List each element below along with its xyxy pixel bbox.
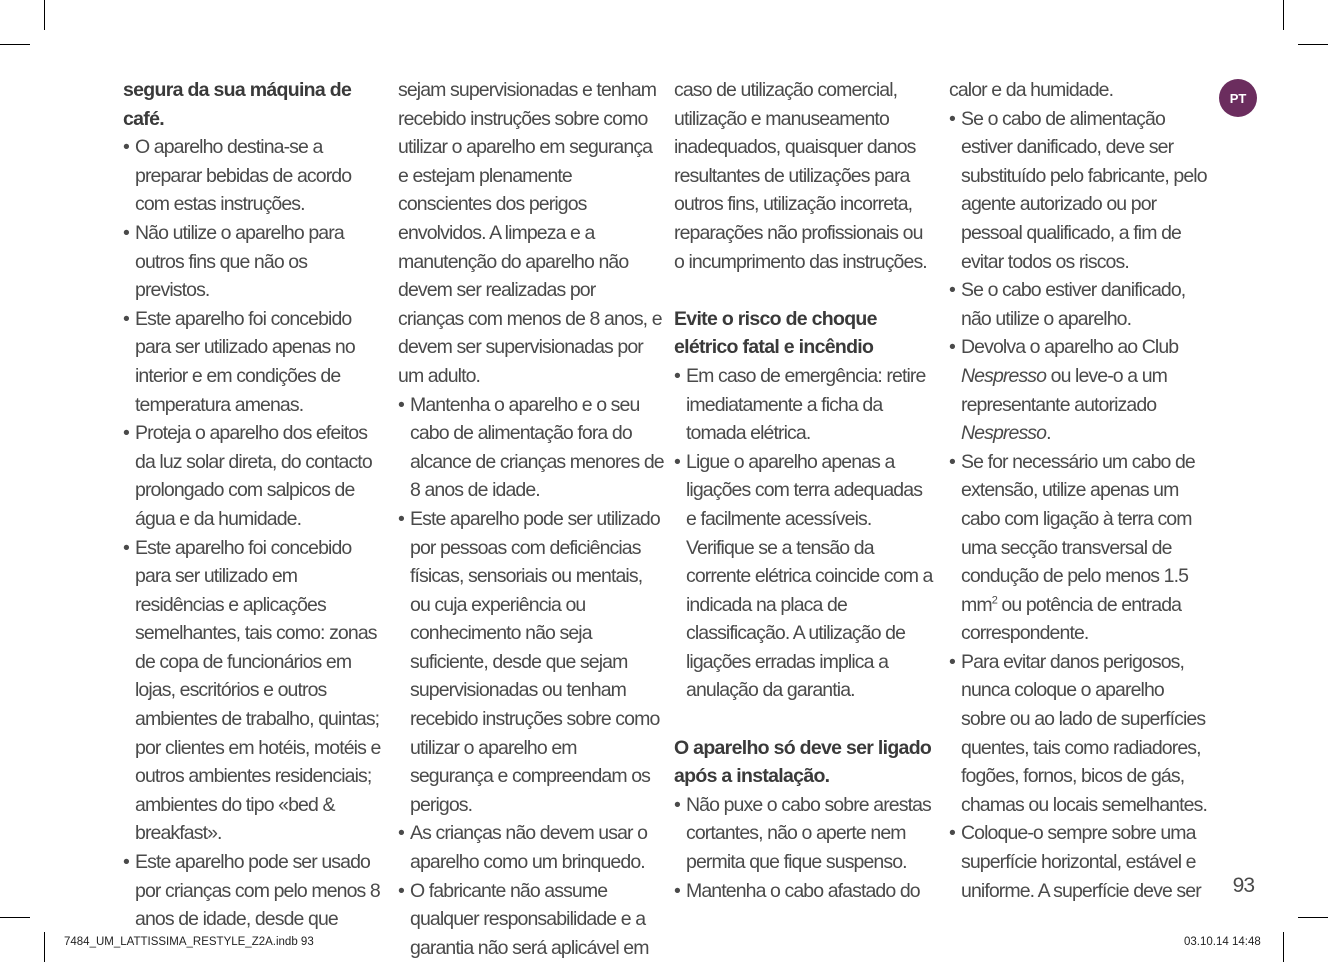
crop-mark	[0, 917, 30, 918]
bullet-item	[949, 333, 1211, 447]
text-fragment: .	[1046, 422, 1051, 445]
text-fragment: Devolva o aparelho ao Club	[961, 336, 1179, 359]
page-number: 93	[1232, 874, 1254, 897]
bullet-item: • Mantenha o cabo afastado do	[674, 877, 936, 906]
crop-mark	[1283, 932, 1284, 962]
bullet-item: • Ligue o aparelho apenas a ligações com terra adequadas e facilmente acessíveis. Verifique se a tensão da corrente elétrica coincide com a indicada na placa de classificação. A utilização de ligações erradas implica a anulação da garantia.	[674, 448, 936, 705]
brand-name: Nespresso	[961, 364, 1047, 387]
text-column-4	[949, 76, 1211, 905]
text-column-1	[123, 76, 385, 934]
text-column-3	[674, 76, 936, 905]
bullet-item: • As crianças não devem usar o aparelho como um brinquedo.	[398, 819, 664, 876]
superscript: 2	[991, 594, 997, 607]
text-fragment: Se for necessário um cabo de extensão, utilize apenas um cabo com ligação à terra com uma secção transversal de condução de pelo menos 1.5 mm	[961, 450, 1195, 616]
crop-mark	[1298, 917, 1328, 918]
bullet-item: • Se o cabo estiver danificado, não utilize o aparelho.	[949, 276, 1211, 333]
language-badge: PT	[1219, 79, 1257, 117]
continued-paragraph: caso de utilização comercial, utilização e manuseamento inadequados, quaisquer danos resultantes de utilizações para outros fins, utilização incorreta, reparações não profissionais ou o incumprimento das instruções.	[674, 79, 927, 273]
section-heading: Evite o risco de choque elétrico fatal e incêndio	[674, 307, 877, 359]
bullet-item: • Não puxe o cabo sobre arestas cortantes, não o aperte nem permita que fique suspenso.	[674, 791, 936, 877]
section-heading: segura da sua máquina de café.	[123, 79, 352, 130]
bullet-item: • Não utilize o aparelho para outros fins que não os previstos.	[123, 219, 385, 305]
bullet-item: • Para evitar danos perigosos, nunca coloque o aparelho sobre ou ao lado de superfícies quentes, tais como radiadores, fogões, fornos, bicos de gás, chamas ou locais semelhantes.	[949, 648, 1211, 820]
bullet-item: • Este aparelho foi concebido para ser utilizado apenas no interior e em condições de temperatura amenas.	[123, 305, 385, 419]
bullet-item: • Em caso de emergência: retire imediatamente a ficha da tomada elétrica.	[674, 362, 936, 448]
bullet-item: • Este aparelho foi concebido para ser utilizado em residências e aplicações semelhantes, tais como: zonas de copa de funcionários em lojas, escritórios e outros ambientes de trabalho, quintas; por clientes em hotéis, motéis e outros ambientes residenciais; ambientes do tipo «bed & breakfast».	[123, 534, 385, 849]
bullet-item: • Este aparelho pode ser utilizado por pessoas com deficiências físicas, sensoriais ou mentais, ou cuja experiência ou conhecimento não seja suficiente, desde que sejam supervisionadas ou tenham recebido instruções sobre como utilizar o aparelho em segurança e compreendam os perigos.	[398, 505, 664, 820]
paragraph-gap	[674, 276, 936, 305]
continued-paragraph: sejam supervisionadas e tenham recebido instruções sobre como utilizar o aparelho em segurança e estejam plenamente conscientes dos perigos envolvidos. A limpeza e a manutenção do aparelho não devem ser realizadas por crianças com menos de 8 anos, e devem ser supervisionadas por um adulto.	[398, 79, 662, 387]
bullet-item: • Se o cabo de alimentação estiver danificado, deve ser substituído pelo fabricante, pelo agente autorizado ou por pessoal qualificado, a fim de evitar todos os riscos.	[949, 105, 1211, 277]
bullet-item: • O aparelho destina-se a preparar bebidas de acordo com estas instruções.	[123, 133, 385, 219]
text-fragment: ou leve-o a um representante autorizado	[961, 364, 1168, 416]
bullet-item: • O fabricante não assume qualquer responsabilidade e a garantia não será aplicável em	[398, 877, 664, 962]
print-slug-file: 7484_UM_LATTISSIMA_RESTYLE_Z2A.indb 93	[64, 936, 314, 948]
section-heading: O aparelho só deve ser ligado após a instalação.	[674, 736, 932, 788]
text-fragment: ou potência de entrada correspondente.	[961, 593, 1182, 645]
crop-mark	[44, 932, 45, 962]
bullet-item	[949, 448, 1211, 648]
crop-mark	[1298, 44, 1328, 45]
brand-name: Nespresso	[961, 422, 1047, 445]
crop-mark	[0, 44, 30, 45]
text-column-2	[398, 76, 664, 962]
bullet-item: • Proteja o aparelho dos efeitos da luz solar direta, do contacto prolongado com salpicos de água e da humidade.	[123, 419, 385, 533]
print-slug-date: 03.10.14 14:48	[1184, 936, 1261, 948]
paragraph-gap	[674, 705, 936, 734]
bullet-item: • Mantenha o aparelho e o seu cabo de alimentação fora do alcance de crianças menores de 8 anos de idade.	[398, 391, 664, 505]
crop-mark	[44, 0, 45, 30]
continued-paragraph: calor e da humidade.	[949, 79, 1114, 101]
crop-mark	[1283, 0, 1284, 30]
bullet-item: • Este aparelho pode ser usado por crianças com pelo menos 8 anos de idade, desde que	[123, 848, 385, 934]
bullet-item: • Coloque-o sempre sobre uma superfície horizontal, estável e uniforme. A superfície deve ser	[949, 819, 1211, 905]
